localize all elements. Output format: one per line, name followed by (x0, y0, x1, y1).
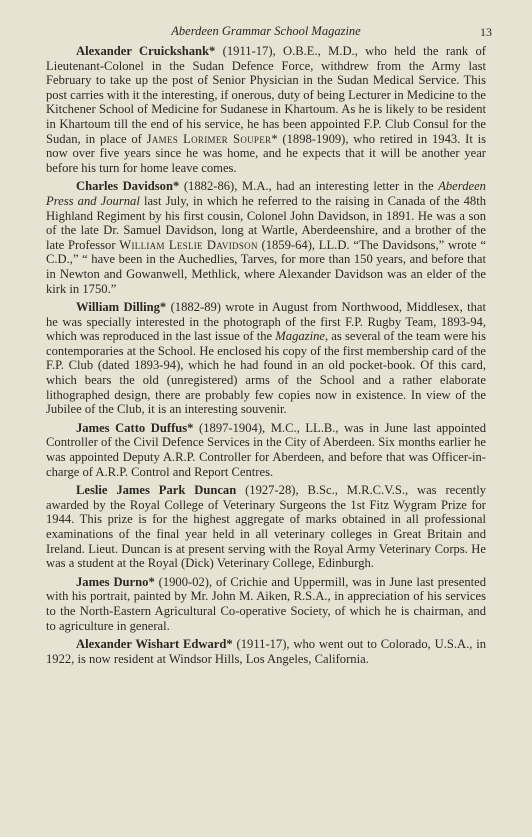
entry-duffus (46, 421, 486, 479)
entry-text: , as several of the team were his contemporaries at the School. He enclosed his copy of the first membership card of the F.P. Club (dated 1893-94), which he had found in an old pocket-book. Of this card, which bears the old (unregistered) arms of the School and a rather elaborate lithographed design, there are probably few copies now in existence. In view of the Jubilee of the Club, it is an interesting souvenir. (46, 329, 486, 417)
newspaper-title: Aberdeen Press and Journal (46, 179, 486, 208)
person-name: Charles Davidson* (76, 179, 180, 194)
person-name-small-caps: William Leslie Davidson (119, 237, 258, 252)
entry-text: (1911-17), who went out to Colorado, U.S.A., in 1922, is now resident at Windsor Hills, Los Angeles, California. (46, 637, 487, 666)
entry-text: (1900-02), of Crichie and Uppermill, was in June last presented with his portrait, painted by Mr. John M. Aiken, R.S.A., in appreciation of his services to the North-Eastern Agricultural Co-operative Society, of which he is chairman, and to agriculture in general. (46, 574, 486, 633)
person-name: Alexander Cruickshank* (76, 44, 216, 58)
entry-text: (1911-17), O.B.E., M.D., who held the rank of Lieutenant-Colonel in the Sudan Defence Force, withdrew from the Army last February to take up the post of Senior Physician in the Sudan Medical Service. This post carries with it the interesting, if onerous, duty of being Lecturer in Medicine to the Kitchener School of Medicine for Sudanese in Khartoum. As he is likely to be resident in Khartoum till the end of his service, he has been appointed F.P. Club Consul for the Sudan, in place of (46, 44, 486, 146)
person-name: James Durno* (76, 574, 155, 589)
person-name: Alexander Wishart Edward* (76, 637, 233, 652)
entry-cruickshank (46, 44, 486, 175)
person-name-small-caps: James Lorimer Souper (146, 131, 272, 146)
article-body (46, 44, 486, 670)
entry-text: * (1898-1909), who retired in 1943. It is now over five years since he was home, and he expects that it will be another year before his turn for home leave comes. (46, 131, 487, 175)
entry-text: (1927-28), B.Sc., M.R.C.V.S., was recently awarded by the Royal College of Veterinary Surgeons the 1st Fitz Wygram Prize for 1944. This prize is for the highest aggregate of marks obtained in all professional examinations of the final year held in all veterinary colleges in Great Britain and Ireland. Lieut. Duncan is at present serving with the Royal Army Veterinary Corps. He was a student at the Royal (Dick) Veterinary College, Edinburgh. (46, 483, 487, 571)
running-title: Aberdeen Grammar School Magazine (171, 24, 361, 38)
page-header (50, 22, 492, 42)
page-number: 13 (480, 25, 492, 39)
entry-text: (1882-86), M.A., had an interesting letter in the (179, 179, 439, 194)
person-name: Leslie James Park Duncan (76, 483, 237, 498)
person-name: William Dilling* (76, 300, 167, 315)
entry-edward (46, 637, 486, 666)
person-name: James Catto Duffus* (76, 420, 194, 435)
entry-text: (1897-1904), M.C., LL.B., was in June last appointed Controller of the Civil Defence Services in the City of Aberdeen. Six months earlier he was appointed Deputy A.R.P. Controller for Aberdeen, and before that was Officer-in-charge of A.R.P. Control and Report Centres. (46, 420, 487, 479)
magazine-title: Magazine (275, 329, 325, 344)
entry-duncan (46, 483, 486, 571)
entry-text: (1882-89) wrote in August from Northwood, Middlesex, that he was specially interested in the photograph of the first F.P. Rugby Team, 1893-94, which was reproduced in the last issue of the (46, 300, 487, 344)
entry-davidson (46, 179, 486, 296)
entry-text: (1859-64), LL.D. “The Davidsons,” wrote “ C.D.,” “ have been in the Auchedlies, Tarves, for more than 150 years, and before that in Newton and Gowanwell, Methlick, where Alexander Davidson was an elder of the kirk in 1750.” (46, 237, 487, 296)
entry-durno (46, 575, 486, 633)
entry-dilling (46, 300, 486, 417)
entry-text: last July, in which he referred to the raising in Canada of the 48th Highland Regiment by his first cousin, Colonel John Davidson, in 1891. He was a son of the late Dr. Samuel Davidson, long at Wartle, Aberdeenshire, and a brother of the late Professor (46, 193, 486, 252)
